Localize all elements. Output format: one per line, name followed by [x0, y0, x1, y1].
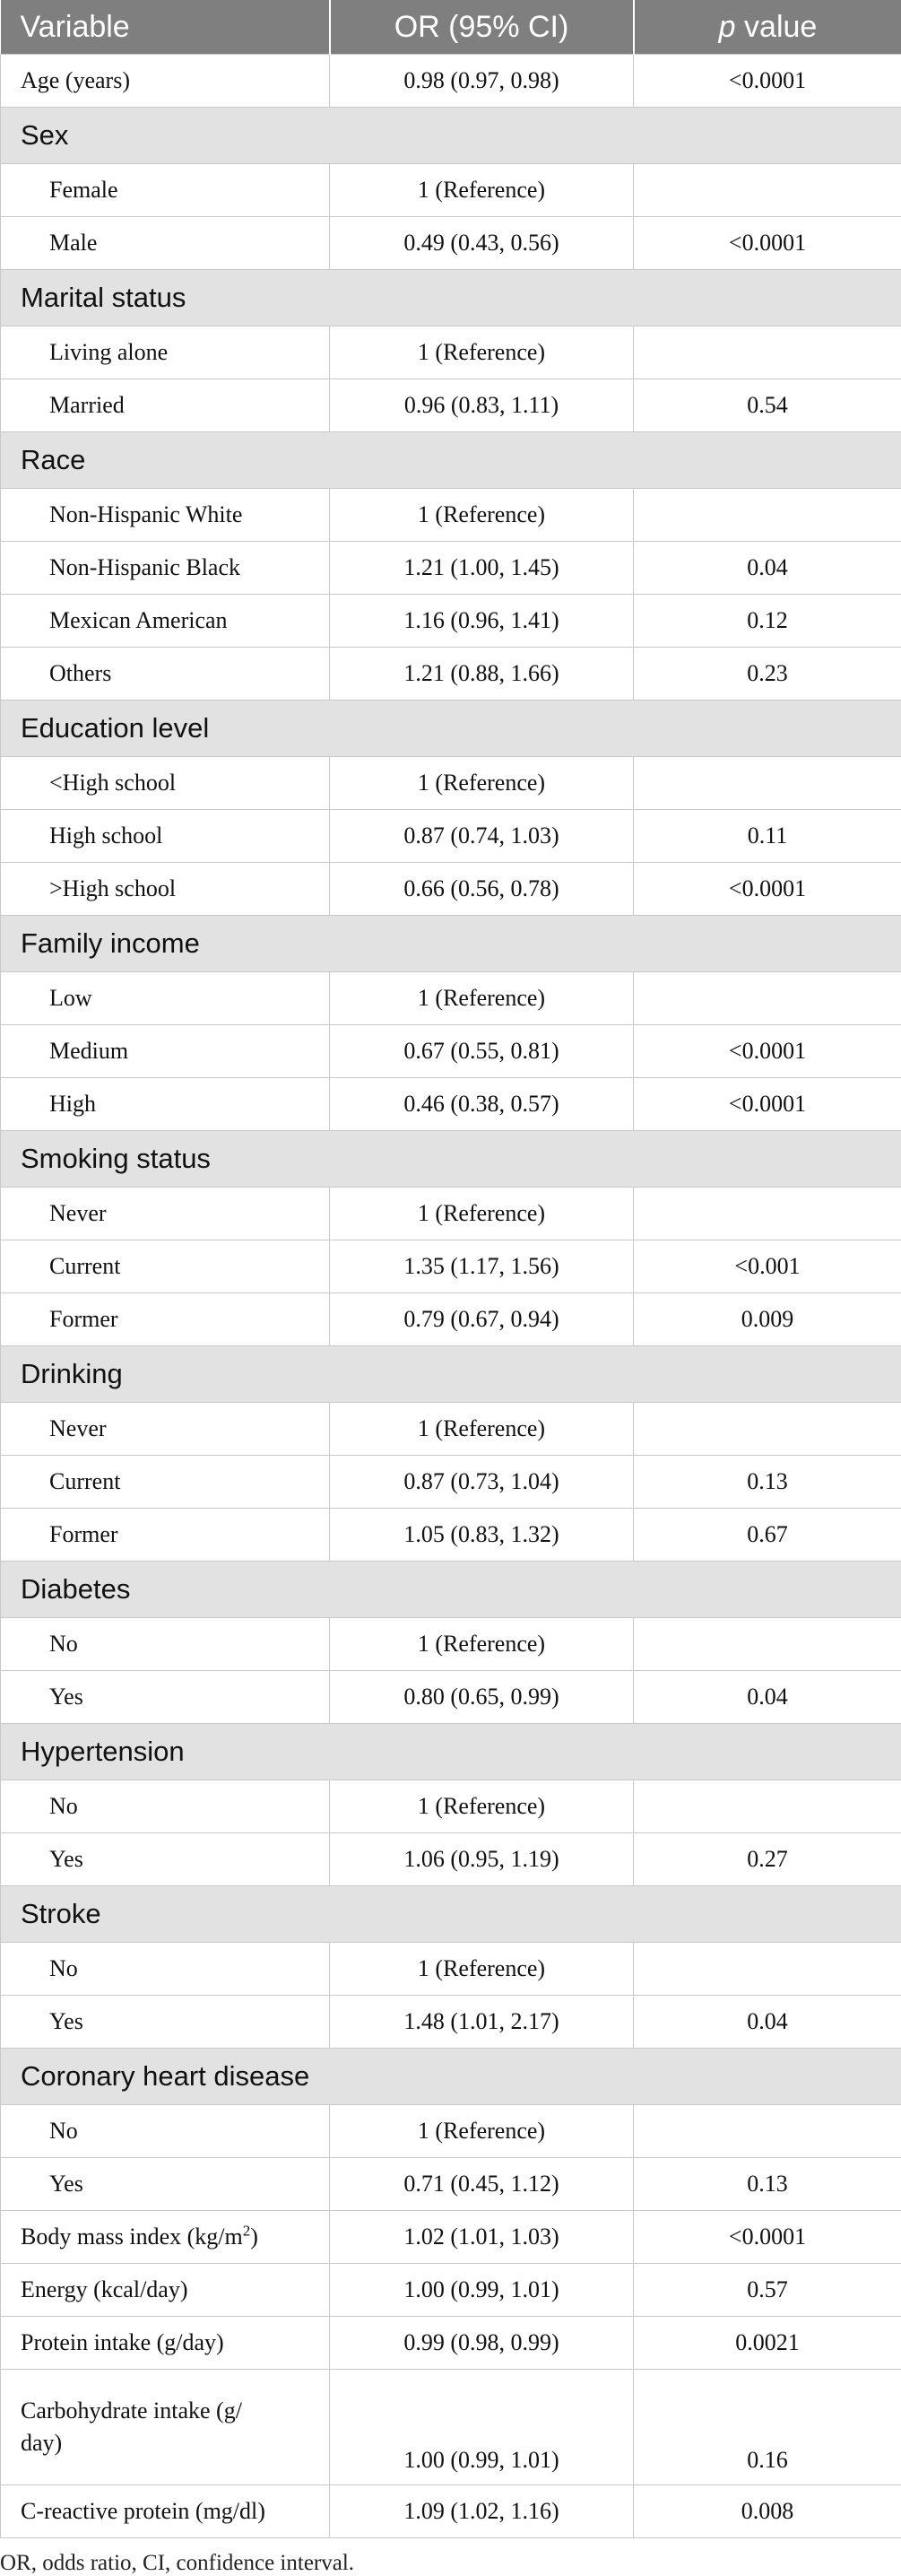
group-header-row [1, 2049, 901, 2105]
table-row [1, 972, 901, 1025]
or-ci-cell: 1 (Reference) [330, 326, 634, 379]
p-value-cell: <0.0001 [634, 1025, 901, 1078]
table-row [1, 757, 901, 810]
variable-cell [1, 1509, 330, 1562]
or-ci-cell: 1 (Reference) [330, 1618, 634, 1671]
p-value-cell: 0.13 [634, 1456, 901, 1509]
or-ci-cell: 1.21 (1.00, 1.45) [330, 542, 634, 595]
variable-text: Non-Hispanic White [49, 501, 242, 527]
variable-text: >High school [49, 875, 176, 901]
variable-text: Never [49, 1415, 107, 1441]
or-ci-cell: 0.87 (0.74, 1.03) [330, 810, 634, 863]
group-label: Hypertension [1, 1724, 901, 1780]
variable-cell [1, 2158, 330, 2211]
group-label: Race [1, 432, 901, 489]
group-header-row [1, 1131, 901, 1188]
group-header-row [1, 916, 901, 972]
table-row [1, 1996, 901, 2049]
variable-cell [1, 1456, 330, 1509]
p-value-cell: 0.57 [634, 2264, 901, 2317]
group-header-row [1, 1562, 901, 1618]
or-ci-cell: 1 (Reference) [330, 972, 634, 1025]
variable-text: Non-Hispanic Black [49, 554, 240, 580]
variable-text: Low [49, 985, 92, 1011]
p-value-cell [634, 972, 901, 1025]
or-ci-cell: 0.49 (0.43, 0.56) [330, 217, 634, 270]
table-row [1, 1078, 901, 1131]
p-value-cell [634, 1943, 901, 1996]
variable-cell [1, 1025, 330, 1078]
p-value-cell [634, 326, 901, 379]
variable-text: No [49, 1631, 78, 1657]
variable-cell [1, 1671, 330, 1724]
variable-cell [1, 1403, 330, 1456]
variable-cell [1, 164, 330, 217]
variable-text: Body mass index (kg/m [21, 2224, 243, 2250]
variable-text: Current [49, 1253, 120, 1279]
p-value-cell: 0.04 [634, 1671, 901, 1724]
variable-cell [1, 1618, 330, 1671]
variable-cell [1, 1996, 330, 2049]
variable-text: Protein intake (g/day) [21, 2329, 224, 2355]
or-ci-cell: 1 (Reference) [330, 1943, 634, 1996]
p-value-cell: 0.0021 [634, 2317, 901, 2370]
variable-cell [1, 2211, 330, 2264]
or-ci-cell: 1.00 (0.99, 1.01) [330, 2370, 634, 2485]
variable-text: Yes [49, 2008, 83, 2034]
table-body [1, 55, 901, 2538]
variable-superscript: 2 [243, 2222, 251, 2239]
or-ci-cell: 1 (Reference) [330, 757, 634, 810]
table-header-row [1, 0, 901, 55]
p-value-cell: 0.54 [634, 379, 901, 432]
variable-text: High school [49, 822, 162, 849]
table-row [1, 55, 901, 108]
or-ci-cell: 0.80 (0.65, 0.99) [330, 1671, 634, 1724]
variable-text: Never [49, 1200, 107, 1226]
variable-cell [1, 2317, 330, 2370]
table-row [1, 164, 901, 217]
variable-text: Age (years) [21, 67, 130, 93]
p-value-cell: 0.11 [634, 810, 901, 863]
group-header-row [1, 701, 901, 757]
variable-text: Former [49, 1521, 118, 1547]
variable-text: Energy (kcal/day) [21, 2276, 188, 2302]
table-row [1, 1025, 901, 1078]
or-ci-cell: 1 (Reference) [330, 1188, 634, 1240]
table-row [1, 595, 901, 648]
p-value-cell [634, 164, 901, 217]
or-ci-cell: 0.71 (0.45, 1.12) [330, 2158, 634, 2211]
p-value-cell: 0.12 [634, 595, 901, 648]
group-header-row [1, 270, 901, 326]
or-ci-cell: 1.02 (1.01, 1.03) [330, 2211, 634, 2264]
table-row [1, 1618, 901, 1671]
variable-cell [1, 1240, 330, 1293]
variable-text: No [49, 1793, 78, 1819]
variable-cell [1, 757, 330, 810]
table-row [1, 489, 901, 542]
variable-text: Mexican American [49, 607, 228, 633]
variable-text: Yes [49, 2171, 83, 2197]
table-row [1, 217, 901, 270]
or-ci-cell: 1 (Reference) [330, 1403, 634, 1456]
group-label: Marital status [1, 270, 901, 326]
variable-text: Former [49, 1306, 118, 1332]
variable-cell [1, 972, 330, 1025]
variable-text: Living alone [49, 339, 168, 365]
variable-cell [1, 2485, 330, 2538]
p-value-cell: 0.23 [634, 648, 901, 701]
table-row [1, 1456, 901, 1509]
variable-text: Others [49, 660, 111, 686]
variable-text: Yes [49, 1684, 83, 1710]
group-label: Stroke [1, 1886, 901, 1943]
header-p-rest: value [736, 10, 818, 44]
or-ci-cell: 1 (Reference) [330, 164, 634, 217]
variable-text: Male [49, 230, 97, 256]
group-header-row [1, 108, 901, 164]
table-row [1, 810, 901, 863]
group-header-row [1, 1724, 901, 1780]
variable-cell [1, 379, 330, 432]
header-or: OR (95% CI) [330, 0, 634, 55]
variable-cell [1, 2105, 330, 2158]
p-value-cell: 0.008 [634, 2485, 901, 2538]
or-ci-cell: 1 (Reference) [330, 1780, 634, 1833]
p-value-cell [634, 2105, 901, 2158]
table-row [1, 2485, 901, 2538]
group-label: Drinking [1, 1346, 901, 1403]
table-row [1, 2105, 901, 2158]
p-value-cell: 0.04 [634, 542, 901, 595]
p-value-cell: 0.04 [634, 1996, 901, 2049]
or-ci-cell: 1.48 (1.01, 2.17) [330, 1996, 634, 2049]
group-label: Education level [1, 701, 901, 757]
table-row [1, 863, 901, 916]
or-ci-cell: 0.98 (0.97, 0.98) [330, 55, 634, 108]
group-header-row [1, 432, 901, 489]
table-row [1, 1833, 901, 1886]
or-ci-cell: 0.87 (0.73, 1.04) [330, 1456, 634, 1509]
table-row [1, 2158, 901, 2211]
group-label: Coronary heart disease [1, 2049, 901, 2105]
table-row [1, 1671, 901, 1724]
or-ci-cell: 1.35 (1.17, 1.56) [330, 1240, 634, 1293]
variable-cell [1, 2370, 330, 2485]
p-value-cell: <0.0001 [634, 2211, 901, 2264]
table-row [1, 1780, 901, 1833]
table-row [1, 2211, 901, 2264]
table-row [1, 1240, 901, 1293]
group-label: Smoking status [1, 1131, 901, 1188]
header-p-italic: p [719, 10, 736, 44]
or-ci-cell: 0.79 (0.67, 0.94) [330, 1293, 634, 1346]
variable-cell [1, 1078, 330, 1131]
p-value-cell: <0.0001 [634, 55, 901, 108]
variable-text: Current [49, 1468, 120, 1494]
variable-cell [1, 217, 330, 270]
variable-cell [1, 489, 330, 542]
or-ci-cell: 0.66 (0.56, 0.78) [330, 863, 634, 916]
p-value-cell: 0.13 [634, 2158, 901, 2211]
p-value-cell [634, 1403, 901, 1456]
variable-text: High [49, 1091, 96, 1117]
table-row [1, 1293, 901, 1346]
variable-cell [1, 648, 330, 701]
variable-text: Married [49, 392, 125, 418]
table-row [1, 326, 901, 379]
variable-text: <High school [49, 770, 176, 796]
p-value-cell: <0.001 [634, 1240, 901, 1293]
table-row [1, 379, 901, 432]
p-value-cell [634, 1188, 901, 1240]
p-value-cell: <0.0001 [634, 1078, 901, 1131]
variable-cell [1, 1293, 330, 1346]
variable-suffix: ) [250, 2224, 258, 2250]
variable-text: Female [49, 177, 118, 203]
variable-text: No [49, 2118, 78, 2144]
variable-cell [1, 863, 330, 916]
variable-cell [1, 1780, 330, 1833]
variable-text: Yes [49, 1846, 83, 1872]
variable-text: Carbohydrate intake (g/ [21, 2398, 242, 2424]
table-row [1, 2264, 901, 2317]
variable-cell [1, 1833, 330, 1886]
or-ci-cell: 0.99 (0.98, 0.99) [330, 2317, 634, 2370]
p-value-cell: 0.27 [634, 1833, 901, 1886]
group-label: Diabetes [1, 1562, 901, 1618]
variable-cell [1, 2264, 330, 2317]
p-value-cell: 0.67 [634, 1509, 901, 1562]
or-ci-cell: 0.96 (0.83, 1.11) [330, 379, 634, 432]
p-value-cell: 0.16 [634, 2370, 901, 2485]
table-row [1, 1509, 901, 1562]
variable-cell [1, 595, 330, 648]
header-p-value [634, 0, 901, 55]
table-row [1, 1403, 901, 1456]
p-value-cell [634, 757, 901, 810]
or-ci-cell: 1 (Reference) [330, 2105, 634, 2158]
table-row [1, 2370, 901, 2485]
variable-text-line2: day) [21, 2430, 62, 2456]
or-ci-cell: 1.05 (0.83, 1.32) [330, 1509, 634, 1562]
table-row [1, 542, 901, 595]
table-row [1, 2317, 901, 2370]
or-ci-cell: 0.67 (0.55, 0.81) [330, 1025, 634, 1078]
group-label: Sex [1, 108, 901, 164]
group-header-row [1, 1886, 901, 1943]
group-label: Family income [1, 916, 901, 972]
variable-text: No [49, 1955, 78, 1981]
variable-text: C-reactive protein (mg/dl) [21, 2498, 265, 2524]
p-value-cell: <0.0001 [634, 217, 901, 270]
or-ci-cell: 1 (Reference) [330, 489, 634, 542]
table-row [1, 1188, 901, 1240]
or-ci-cell: 0.46 (0.38, 0.57) [330, 1078, 634, 1131]
variable-cell [1, 542, 330, 595]
p-value-cell: 0.009 [634, 1293, 901, 1346]
variable-cell [1, 1188, 330, 1240]
table-row [1, 1943, 901, 1996]
or-ci-cell: 1.00 (0.99, 1.01) [330, 2264, 634, 2317]
variable-cell [1, 326, 330, 379]
variable-cell [1, 1943, 330, 1996]
or-ci-cell: 1.09 (1.02, 1.16) [330, 2485, 634, 2538]
p-value-cell [634, 489, 901, 542]
header-variable: Variable [1, 0, 330, 55]
or-ci-cell: 1.21 (0.88, 1.66) [330, 648, 634, 701]
variable-text: Medium [49, 1038, 128, 1064]
or-ci-cell: 1.16 (0.96, 1.41) [330, 595, 634, 648]
variable-cell [1, 810, 330, 863]
variable-cell [1, 55, 330, 108]
p-value-cell [634, 1780, 901, 1833]
p-value-cell [634, 1618, 901, 1671]
or-ci-cell: 1.06 (0.95, 1.19) [330, 1833, 634, 1886]
group-header-row [1, 1346, 901, 1403]
p-value-cell: <0.0001 [634, 863, 901, 916]
table-footnote: OR, odds ratio, CI, confidence interval. [0, 2551, 901, 2576]
table-row [1, 648, 901, 701]
